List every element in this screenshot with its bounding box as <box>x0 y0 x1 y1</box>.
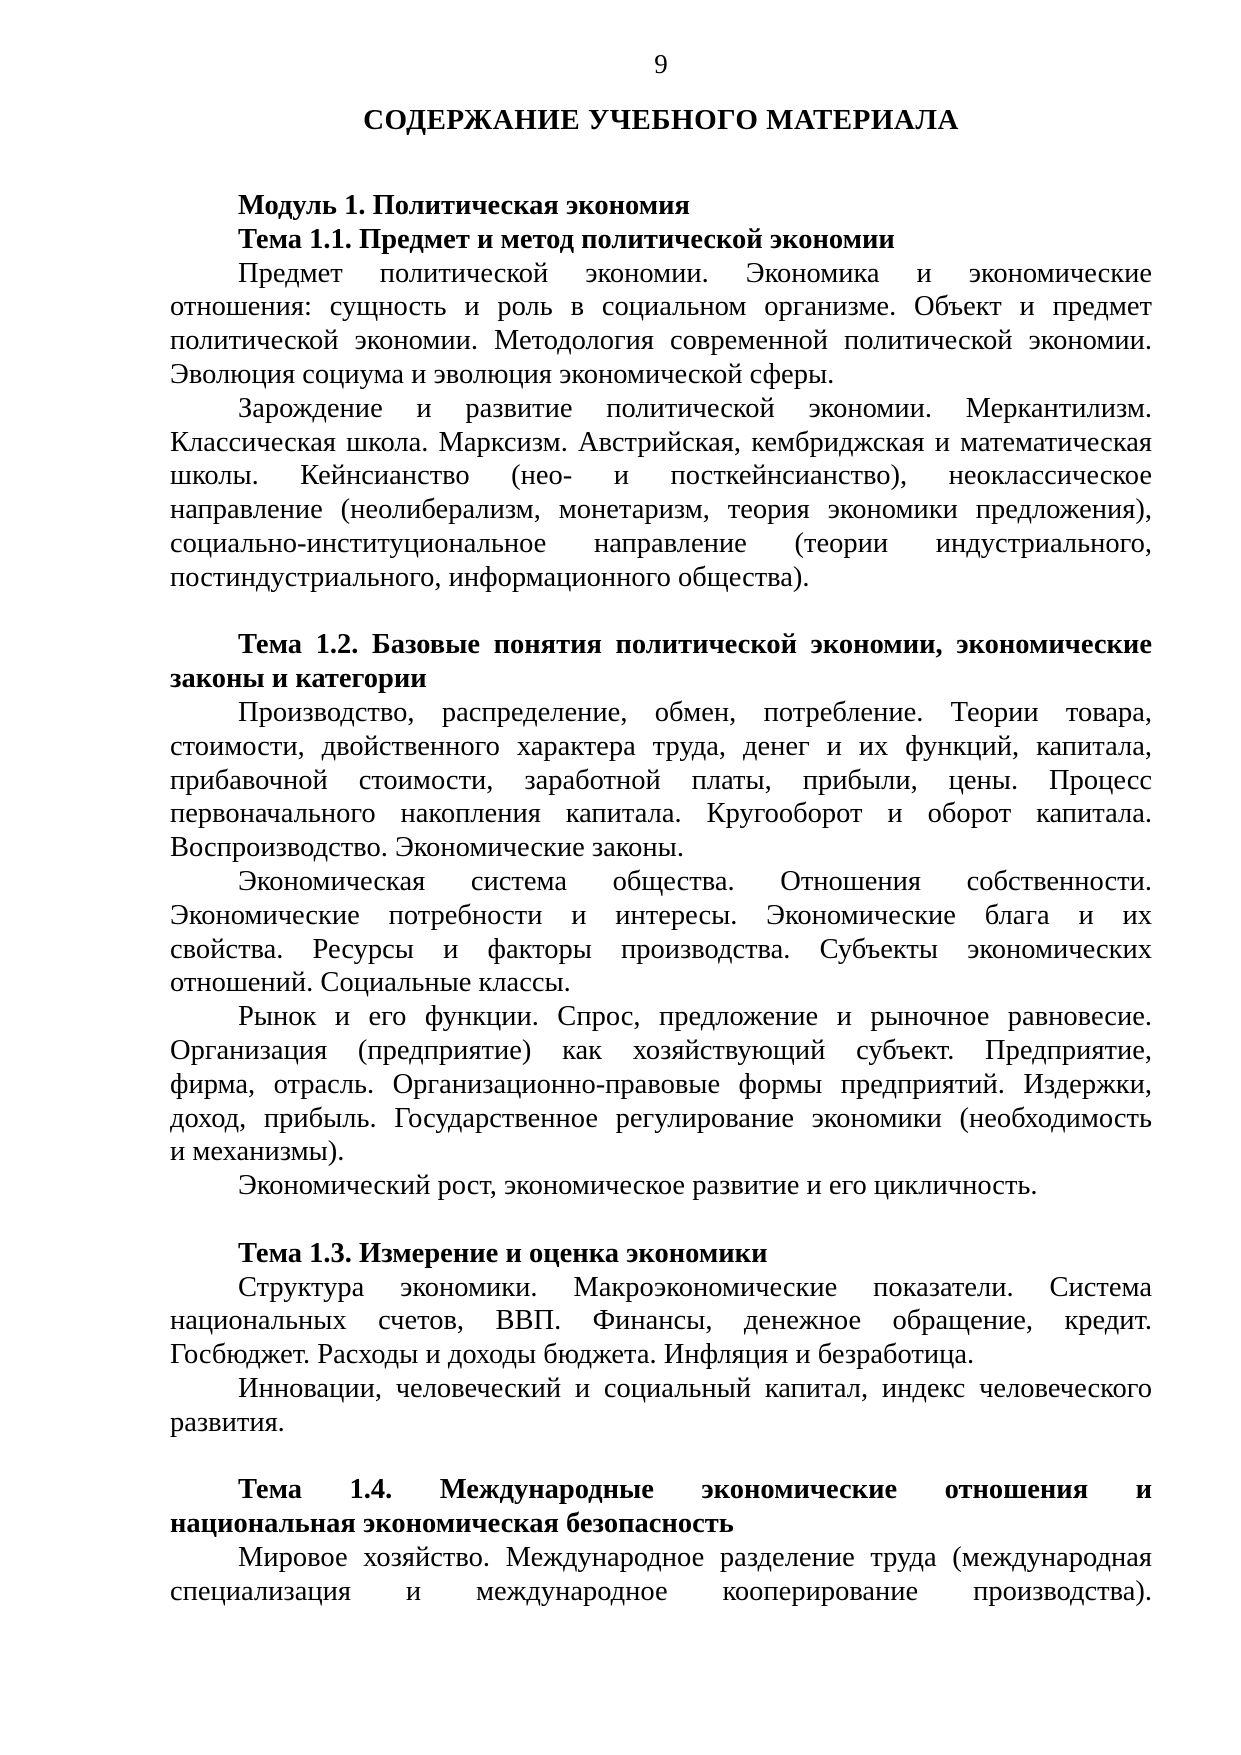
text-line: развития. <box>170 1406 285 1438</box>
text-line: Экономический рост, экономическое развитие и его цикличность. <box>238 1170 1038 1202</box>
paragraph <box>170 1000 1152 1169</box>
text-line: Зарождение и развитие политической экономии. Меркантилизм. <box>238 392 1152 424</box>
blank-line <box>170 1439 1152 1473</box>
text-line: Рынок и его функции. Спрос, предложение и рыночное равновесие. <box>238 1001 1152 1033</box>
text-line: отношений. Социальные классы. <box>170 967 571 999</box>
paragraph <box>170 1541 1152 1609</box>
text-line: стоимости, двойственного характера труда, денег и их функций, капитала, <box>170 730 1152 762</box>
text-line: Структура экономики. Макроэкономические показатели. Система <box>238 1271 1152 1303</box>
text-line: законы и категории <box>170 663 427 695</box>
text-line: Эволюция социума и эволюция экономической сферы. <box>170 358 835 390</box>
text-line: свойства. Ресурсы и факторы производства. Субъекты экономических <box>170 933 1152 965</box>
section-heading <box>170 1473 1152 1541</box>
text-line: Экономическая система общества. Отношения собственности. <box>238 865 1152 897</box>
text-line: школы. Кейнсианство (нео- и посткейнсианство), неоклассическое <box>170 460 1152 492</box>
text-line: Экономические потребности и интересы. Экономические блага и их <box>170 899 1152 931</box>
text-line: первоначального накопления капитала. Кругооборот и оборот капитала. <box>170 798 1152 830</box>
text-line: Тема 1.1. Предмет и метод политической экономии <box>238 223 895 255</box>
text-line: Инновации, человеческий и социальный капитал, индекс человеческого <box>238 1372 1152 1404</box>
paragraph <box>170 696 1152 865</box>
section-heading <box>170 223 1152 257</box>
text-line: доход, прибыль. Государственное регулирование экономики (необходимость <box>170 1102 1152 1134</box>
text-line: Тема 1.2. Базовые понятия политической экономии, экономические <box>238 629 1152 661</box>
paragraph <box>170 865 1152 1000</box>
blank-line <box>170 1203 1152 1237</box>
text-line: специализация и международное кооперирование производства). <box>170 1575 1152 1607</box>
text-line: и механизмы). <box>170 1136 345 1168</box>
text-line: фирма, отрасль. Организационно-правовые формы предприятий. Издержки, <box>170 1068 1152 1100</box>
section-heading <box>170 1237 1152 1271</box>
text-line: Тема 1.3. Измерение и оценка экономики <box>238 1237 768 1269</box>
paragraph <box>170 257 1152 392</box>
text-line: социально-институциональное направление (теории индустриального, <box>170 527 1152 559</box>
paragraph <box>170 1271 1152 1372</box>
text-line: Производство, распределение, обмен, потребление. Теории товара, <box>238 696 1152 728</box>
text-line: Госбюджет. Расходы и доходы бюджета. Инфляция и безработица. <box>170 1339 975 1371</box>
text-line: направление (неолиберализм, монетаризм, теория экономики предложения), <box>170 494 1152 526</box>
section-heading <box>170 628 1152 696</box>
paragraph <box>170 1372 1152 1440</box>
text-line: Организация (предприятие) как хозяйствующий субъект. Предприятие, <box>170 1034 1152 1066</box>
text-line: политической экономии. Методология современной политической экономии. <box>170 325 1152 357</box>
content <box>170 189 1152 1608</box>
text-line: национальная экономическая безопасность <box>170 1508 734 1540</box>
section-heading <box>170 189 1152 223</box>
text-line: Воспроизводство. Экономические законы. <box>170 832 684 864</box>
text-line: Классическая школа. Марксизм. Австрийская, кембриджская и математическая <box>170 426 1152 458</box>
text-line: Модуль 1. Политическая экономия <box>238 190 690 221</box>
paragraph <box>170 392 1152 595</box>
page-number: 9 <box>654 49 668 79</box>
text-line: национальных счетов, ВВП. Финансы, денежное обращение, кредит. <box>170 1305 1152 1337</box>
text-line: прибавочной стоимости, заработной платы, прибыли, цены. Процесс <box>170 764 1152 796</box>
text-line: постиндустриального, информационного общества). <box>170 561 810 593</box>
page-title: СОДЕРЖАНИЕ УЧЕБНОГО МАТЕРИАЛА <box>363 104 959 136</box>
text-line: Предмет политической экономии. Экономика и экономические <box>238 257 1152 289</box>
blank-line <box>170 595 1152 629</box>
paragraph <box>170 1169 1152 1203</box>
text-line: отношения: сущность и роль в социальном организме. Объект и предмет <box>170 291 1152 323</box>
text-line: Тема 1.4. Международные экономические отношения и <box>238 1474 1152 1506</box>
text-line: Мировое хозяйство. Международное разделение труда (международная <box>238 1541 1152 1573</box>
